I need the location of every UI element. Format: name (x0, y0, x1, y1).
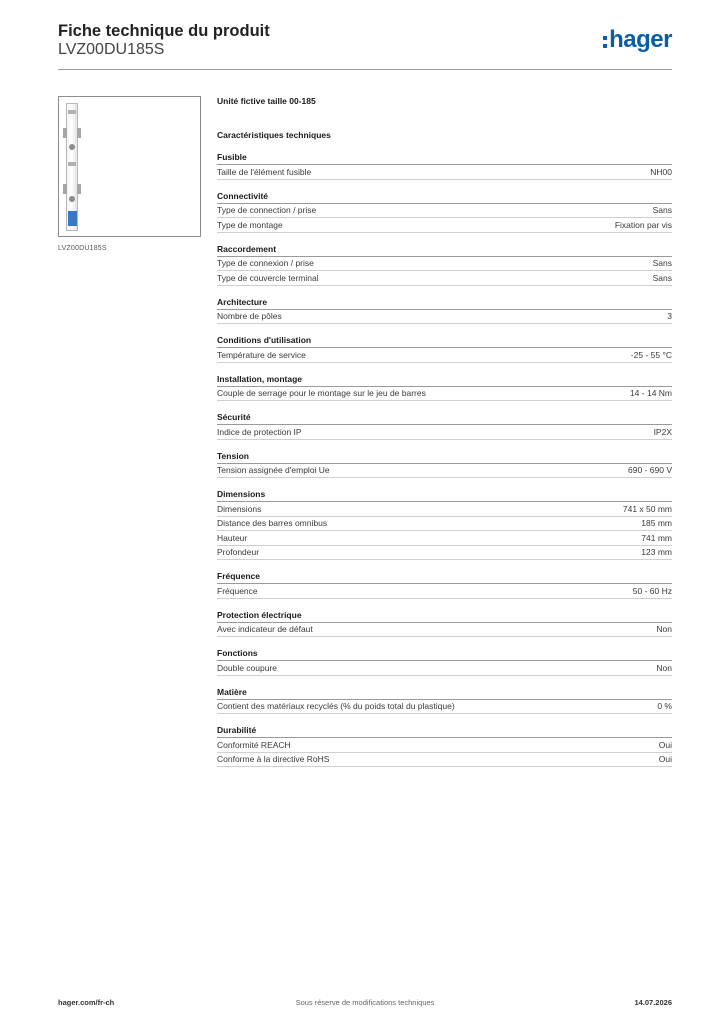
spec-section (217, 686, 672, 715)
spec-section (217, 724, 672, 767)
footer-website-link[interactable]: hager.com/fr-ch (58, 998, 115, 1007)
spec-row (217, 425, 672, 440)
spec-value: Non (656, 624, 672, 635)
spec-value: 0 % (657, 701, 672, 712)
spec-row (217, 517, 672, 532)
spec-label: Contient des matériaux recyclés (% du poids total du plastique) (217, 701, 455, 712)
section-title: Raccordement (217, 243, 672, 257)
spec-row (217, 387, 672, 402)
spec-row (217, 584, 672, 599)
spec-value: Sans (652, 258, 672, 269)
spec-label: Profondeur (217, 547, 260, 558)
spec-section (217, 334, 672, 363)
spec-section (217, 609, 672, 638)
spec-label: Tension assignée d'emploi Ue (217, 465, 330, 476)
section-title: Durabilité (217, 724, 672, 738)
footer-disclaimer: Sous réserve de modifications techniques (295, 998, 435, 1007)
spec-value: -25 - 55 °C (630, 349, 672, 360)
spec-value: 741 mm (641, 532, 672, 543)
spec-label: Température de service (217, 349, 306, 360)
spec-label: Taille de l'élément fusible (217, 166, 312, 177)
spec-value: Oui (658, 754, 672, 765)
spec-label: Type de montage (217, 219, 283, 230)
section-title: Fusible (217, 151, 672, 165)
spec-value: Fixation par vis (614, 219, 672, 230)
product-reference: LVZ00DU185S (58, 41, 165, 58)
spec-section (217, 296, 672, 325)
spec-value: NH00 (650, 166, 672, 177)
product-image-caption: LVZ00DU185S (58, 245, 107, 252)
product-image (66, 103, 78, 231)
spec-value: 3 (667, 311, 672, 322)
section-title: Dimensions (217, 488, 672, 502)
section-title: Connectivité (217, 190, 672, 204)
spec-value: Sans (652, 205, 672, 216)
spec-label: Type de connexion / prise (217, 258, 314, 269)
spec-label: Indice de protection IP (217, 426, 302, 437)
spec-row (217, 310, 672, 325)
spec-label: Conformité REACH (217, 739, 291, 750)
spec-section (217, 488, 672, 560)
footer-date: 14.07.2026 (634, 998, 672, 1007)
spec-row (217, 257, 672, 272)
spec-row (217, 502, 672, 517)
spec-section (217, 570, 672, 599)
spec-row (217, 738, 672, 753)
spec-section (217, 151, 672, 180)
spec-row (217, 271, 672, 286)
spec-label: Type de couvercle terminal (217, 272, 319, 283)
section-title: Tension (217, 450, 672, 464)
section-title: Sécurité (217, 411, 672, 425)
spec-row (217, 218, 672, 233)
spec-row (217, 464, 672, 479)
spec-section (217, 190, 672, 233)
spec-label: Nombre de pôles (217, 311, 282, 322)
spec-value: 185 mm (641, 518, 672, 529)
spec-row (217, 753, 672, 768)
product-name: Unité fictive taille 00-185 (217, 96, 316, 106)
spec-value: 123 mm (641, 547, 672, 558)
section-title: Fréquence (217, 570, 672, 584)
section-title: Matière (217, 686, 672, 700)
spec-value: IP2X (653, 426, 672, 437)
spec-value: Non (656, 662, 672, 673)
spec-section (217, 411, 672, 440)
spec-sections (217, 151, 672, 767)
spec-content (217, 96, 672, 777)
spec-label: Double coupure (217, 662, 278, 673)
spec-row (217, 700, 672, 715)
spec-section (217, 243, 672, 286)
spec-section (217, 373, 672, 402)
spec-label: Conforme à la directive RoHS (217, 754, 330, 765)
spec-label: Fréquence (217, 585, 258, 596)
spec-row (217, 661, 672, 676)
spec-section (217, 450, 672, 479)
spec-row (217, 348, 672, 363)
page-header (58, 22, 672, 70)
spec-section (217, 647, 672, 676)
spec-value: 14 - 14 Nm (629, 388, 672, 399)
section-title: Architecture (217, 296, 672, 310)
section-title: Protection électrique (217, 609, 672, 623)
spec-label: Type de connection / prise (217, 205, 317, 216)
spec-label: Distance des barres omnibus (217, 518, 328, 529)
spec-label: Couple de serrage pour le montage sur le jeu de barres (217, 388, 426, 399)
section-title: Installation, montage (217, 373, 672, 387)
spec-row (217, 165, 672, 180)
spec-row (217, 546, 672, 561)
spec-label: Avec indicateur de défaut (217, 624, 313, 635)
spec-label: Hauteur (217, 532, 248, 543)
section-title: Conditions d'utilisation (217, 334, 672, 348)
section-title: Fonctions (217, 647, 672, 661)
document-title: Fiche technique du produit (58, 22, 270, 40)
spec-value: Sans (652, 272, 672, 283)
logo-text: hager (609, 26, 672, 53)
spec-row (217, 204, 672, 219)
hager-logo (603, 27, 672, 53)
spec-row (217, 531, 672, 546)
spec-value: 741 x 50 mm (622, 503, 672, 514)
spec-value: 50 - 60 Hz (632, 585, 672, 596)
spec-label: Dimensions (217, 503, 262, 514)
page-footer (58, 998, 672, 1010)
spec-value: Oui (658, 739, 672, 750)
specs-heading: Caractéristiques techniques (217, 130, 331, 140)
logo-colon-icon (603, 36, 607, 48)
spec-row (217, 623, 672, 638)
spec-value: 690 - 690 V (628, 465, 672, 476)
product-image-frame (58, 96, 201, 237)
